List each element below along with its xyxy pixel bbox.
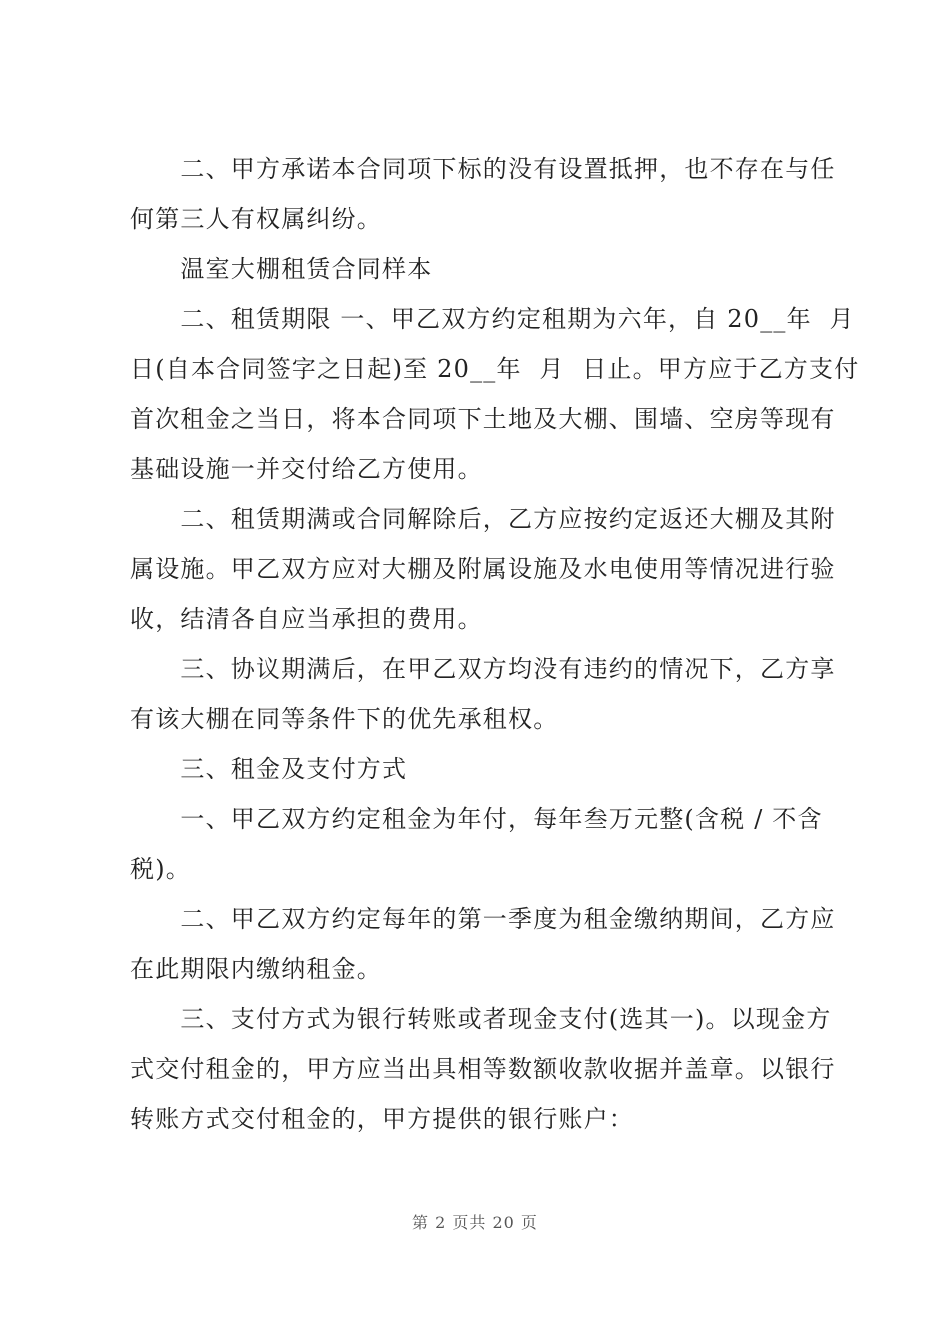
page-number-footer: 第 2 页共 20 页 xyxy=(412,1213,538,1232)
text-line: 首次租金之当日，将本合同项下土地及大棚、围墙、空房等现有 xyxy=(130,405,836,433)
text-line: 税)。 xyxy=(130,855,191,883)
text-line: 在此期限内缴纳租金。 xyxy=(130,955,382,983)
text-line: 属设施。甲乙双方应对大棚及附属设施及水电使用等情况进行验 xyxy=(130,555,836,583)
text-line: 式交付租金的，甲方应当出具相等数额收款收据并盖章。以银行 xyxy=(130,1055,836,1083)
text-line: 何第三人有权属纠纷。 xyxy=(130,205,382,233)
text-line: 二、租赁期满或合同解除后，乙方应按约定返还大棚及其附 xyxy=(130,505,836,533)
text-line: 二、租赁期限 一、甲乙双方约定租期为六年，自 20__年 月 xyxy=(130,305,855,333)
text-line: 一、甲乙双方约定租金为年付，每年叁万元整(含税 / 不含 xyxy=(130,805,823,833)
text-line: 二、甲方承诺本合同项下标的没有设置抵押，也不存在与任 xyxy=(130,155,836,183)
text-line: 基础设施一并交付给乙方使用。 xyxy=(130,455,483,483)
text-line: 转账方式交付租金的，甲方提供的银行账户： xyxy=(130,1105,634,1133)
section-heading: 三、租金及支付方式 xyxy=(130,755,408,783)
text-line: 日(自本合同签字之日起)至 20__年 月 日止。甲方应于乙方支付 xyxy=(130,355,860,383)
text-line: 收，结清各自应当承担的费用。 xyxy=(130,605,483,633)
text-line: 二、甲乙双方约定每年的第一季度为租金缴纳期间，乙方应 xyxy=(130,905,836,933)
text-line: 三、协议期满后，在甲乙双方均没有违约的情况下，乙方享 xyxy=(130,655,836,683)
text-line: 三、支付方式为银行转账或者现金支付(选其一)。以现金方 xyxy=(130,1005,832,1033)
text-line: 有该大棚在同等条件下的优先承租权。 xyxy=(130,705,559,733)
section-title: 温室大棚租赁合同样本 xyxy=(130,255,433,283)
